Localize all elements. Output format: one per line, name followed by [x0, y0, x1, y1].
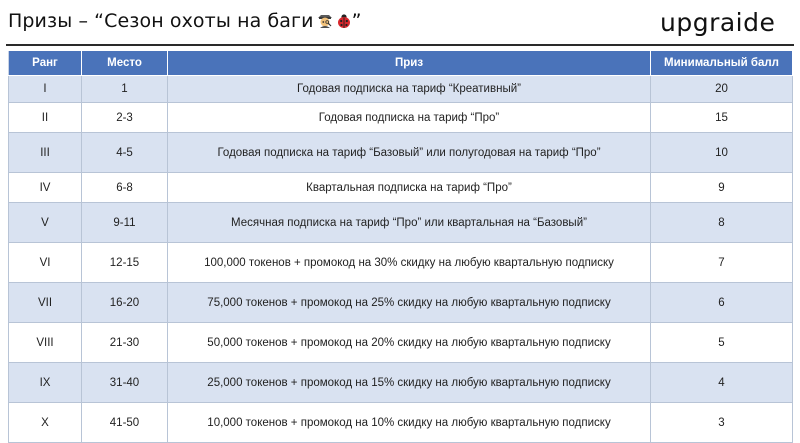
column-header-prize: Приз — [168, 51, 651, 76]
prizes-table — [8, 50, 793, 443]
cell-rank: IV — [9, 173, 82, 203]
cell-place: 16-20 — [82, 283, 168, 323]
cell-place: 9-11 — [82, 203, 168, 243]
cell-score: 20 — [651, 76, 793, 103]
table-row — [9, 133, 793, 173]
cell-prize: Годовая подписка на тариф “Про” — [168, 103, 651, 133]
cell-score: 4 — [651, 363, 793, 403]
page-title-end: ” — [351, 10, 362, 32]
cell-prize: 50,000 токенов + промокод на 20% скидку на любую квартальную подписку — [168, 323, 651, 363]
table-row — [9, 243, 793, 283]
table-row — [9, 76, 793, 103]
table-row — [9, 173, 793, 203]
cell-rank: VIII — [9, 323, 82, 363]
cell-rank: I — [9, 76, 82, 103]
table-row — [9, 283, 793, 323]
cell-place: 31-40 — [82, 363, 168, 403]
brand-logo: upgraide — [660, 8, 776, 37]
table-row — [9, 103, 793, 133]
cell-rank: III — [9, 133, 82, 173]
column-header-rank: Ранг — [9, 51, 82, 76]
cell-place: 41-50 — [82, 403, 168, 443]
column-header-min-score: Минимальный балл — [651, 51, 793, 76]
cell-rank: V — [9, 203, 82, 243]
page-title-text: Призы – “Сезон охоты на баги — [8, 10, 314, 32]
cell-rank: IX — [9, 363, 82, 403]
cell-prize: Годовая подписка на тариф “Базовый” или полугодовая на тариф “Про” — [168, 133, 651, 173]
page-title — [8, 10, 362, 34]
table-row — [9, 203, 793, 243]
cell-place: 6-8 — [82, 173, 168, 203]
cell-prize: 10,000 токенов + промокод на 10% скидку на любую квартальную подписку — [168, 403, 651, 443]
ladybug-emoji-icon — [336, 12, 352, 34]
cell-prize: 100,000 токенов + промокод на 30% скидку на любую квартальную подписку — [168, 243, 651, 283]
cell-score: 10 — [651, 133, 793, 173]
cell-score: 7 — [651, 243, 793, 283]
table-row — [9, 323, 793, 363]
header-divider — [6, 44, 794, 46]
detective-emoji-icon — [316, 11, 334, 34]
cell-score: 6 — [651, 283, 793, 323]
cell-score: 15 — [651, 103, 793, 133]
table-row — [9, 363, 793, 403]
cell-rank: X — [9, 403, 82, 443]
cell-place: 21-30 — [82, 323, 168, 363]
cell-prize: Квартальная подписка на тариф “Про” — [168, 173, 651, 203]
cell-place: 4-5 — [82, 133, 168, 173]
page-header — [0, 0, 800, 48]
cell-place: 1 — [82, 76, 168, 103]
cell-score: 5 — [651, 323, 793, 363]
cell-prize: Годовая подписка на тариф “Креативный” — [168, 76, 651, 103]
cell-score: 9 — [651, 173, 793, 203]
column-header-place: Место — [82, 51, 168, 76]
cell-prize: Месячная подписка на тариф “Про” или квартальная на “Базовый” — [168, 203, 651, 243]
cell-rank: VI — [9, 243, 82, 283]
table-row — [9, 403, 793, 443]
cell-prize: 75,000 токенов + промокод на 25% скидку на любую квартальную подписку — [168, 283, 651, 323]
cell-place: 2-3 — [82, 103, 168, 133]
cell-place: 12-15 — [82, 243, 168, 283]
cell-rank: II — [9, 103, 82, 133]
cell-score: 8 — [651, 203, 793, 243]
cell-score: 3 — [651, 403, 793, 443]
cell-prize: 25,000 токенов + промокод на 15% скидку на любую квартальную подписку — [168, 363, 651, 403]
table-header-row — [9, 51, 793, 76]
cell-rank: VII — [9, 283, 82, 323]
